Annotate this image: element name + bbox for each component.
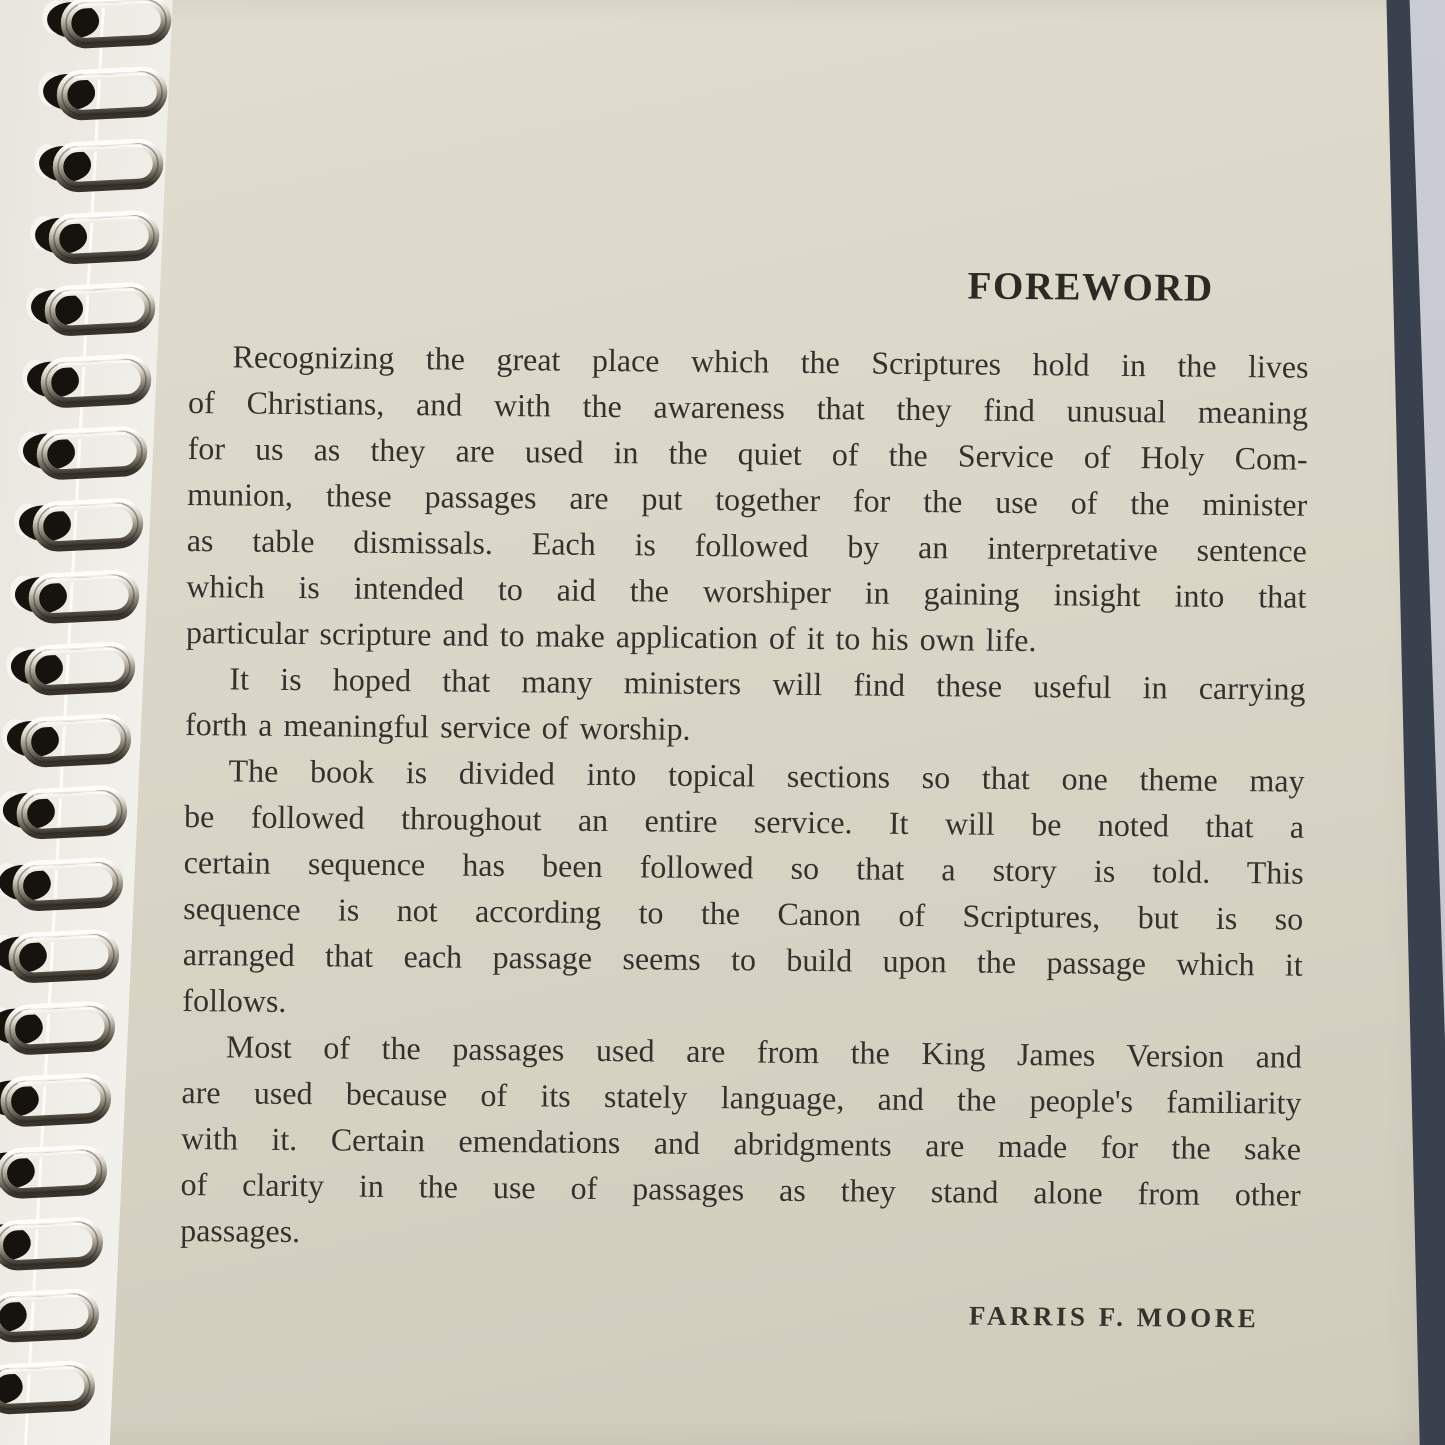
page-content xyxy=(179,0,1312,1335)
paragraph-2 xyxy=(185,655,1306,758)
text-line: particular scripture and to make application of it to his own life. xyxy=(185,613,1037,659)
spiral-coil xyxy=(21,351,149,409)
spiral-coil xyxy=(0,998,113,1056)
text-line: sequence is not according to the Canon of Scriptures, but is so xyxy=(183,889,1304,937)
page-title: FOREWORD xyxy=(967,264,1214,310)
text-line: The book is divided into topical sections so that one theme may xyxy=(228,752,1305,799)
text-line: for us as they are used in the quiet of the Service of Holy Com- xyxy=(187,429,1308,477)
text-line: of Christians, and with the awareness that they find unusual meaning xyxy=(187,383,1309,431)
spiral-coil xyxy=(0,782,125,840)
text-line: be followed throughout an entire service. It will be noted that a xyxy=(183,797,1305,845)
paragraph-1 xyxy=(186,333,1309,666)
text-line: as table dismissals. Each is followed by an interpretative sentence xyxy=(186,521,1307,569)
text-line: Recognizing the great place which the Scriptures hold in the lives xyxy=(232,338,1309,385)
spiral-coil xyxy=(0,1142,105,1200)
paragraph-3 xyxy=(182,747,1305,1034)
spiral-coil xyxy=(9,567,137,625)
text-line: Most of the passages used are from the King James Version and xyxy=(225,1028,1303,1075)
text-line: It is hoped that many ministers will find these useful in carrying xyxy=(229,660,1306,707)
author-signature: FARRIS F. MOORE xyxy=(968,1300,1260,1334)
text-line: certain sequence has been followed so that a story is told. This xyxy=(183,843,1304,891)
spiral-coil xyxy=(25,279,153,337)
spiral-coil xyxy=(29,207,157,265)
spiral-coil xyxy=(41,0,169,50)
spiral-coil xyxy=(0,1070,109,1128)
text-line: munion, these passages are put together for the use of the minister xyxy=(187,475,1308,523)
spiral-coil xyxy=(0,926,117,984)
title-row xyxy=(189,256,1309,312)
paragraph-4 xyxy=(180,1023,1302,1264)
text-line: are used because of its stately language, and the people's familiarity xyxy=(181,1073,1302,1121)
spiral-coil xyxy=(1,710,129,768)
text-line: arranged that each passage seems to build upon the passage which it xyxy=(182,935,1303,983)
text-line: forth a meaningful service of worship. xyxy=(184,705,691,747)
text-line: passages. xyxy=(180,1211,301,1250)
spiral-coil xyxy=(13,495,141,553)
text-line: follows. xyxy=(182,981,287,1019)
spiral-coil xyxy=(0,1357,93,1415)
text-line: with it. Certain emendations and abridgments are made for the sake xyxy=(180,1119,1302,1167)
foreword-text xyxy=(180,333,1309,1264)
text-line: which is intended to aid the worshiper in gaining insight into that xyxy=(186,567,1307,615)
text-line: of clarity in the use of passages as they stand alone from other xyxy=(180,1165,1301,1213)
spiral-coil xyxy=(17,423,145,481)
spiral-coil xyxy=(0,1285,97,1343)
spiral-coil xyxy=(0,1213,101,1271)
spiral-coil xyxy=(33,135,161,193)
spiral-coil xyxy=(0,854,121,912)
spiral-coil xyxy=(5,638,133,696)
spiral-coil xyxy=(37,63,165,121)
